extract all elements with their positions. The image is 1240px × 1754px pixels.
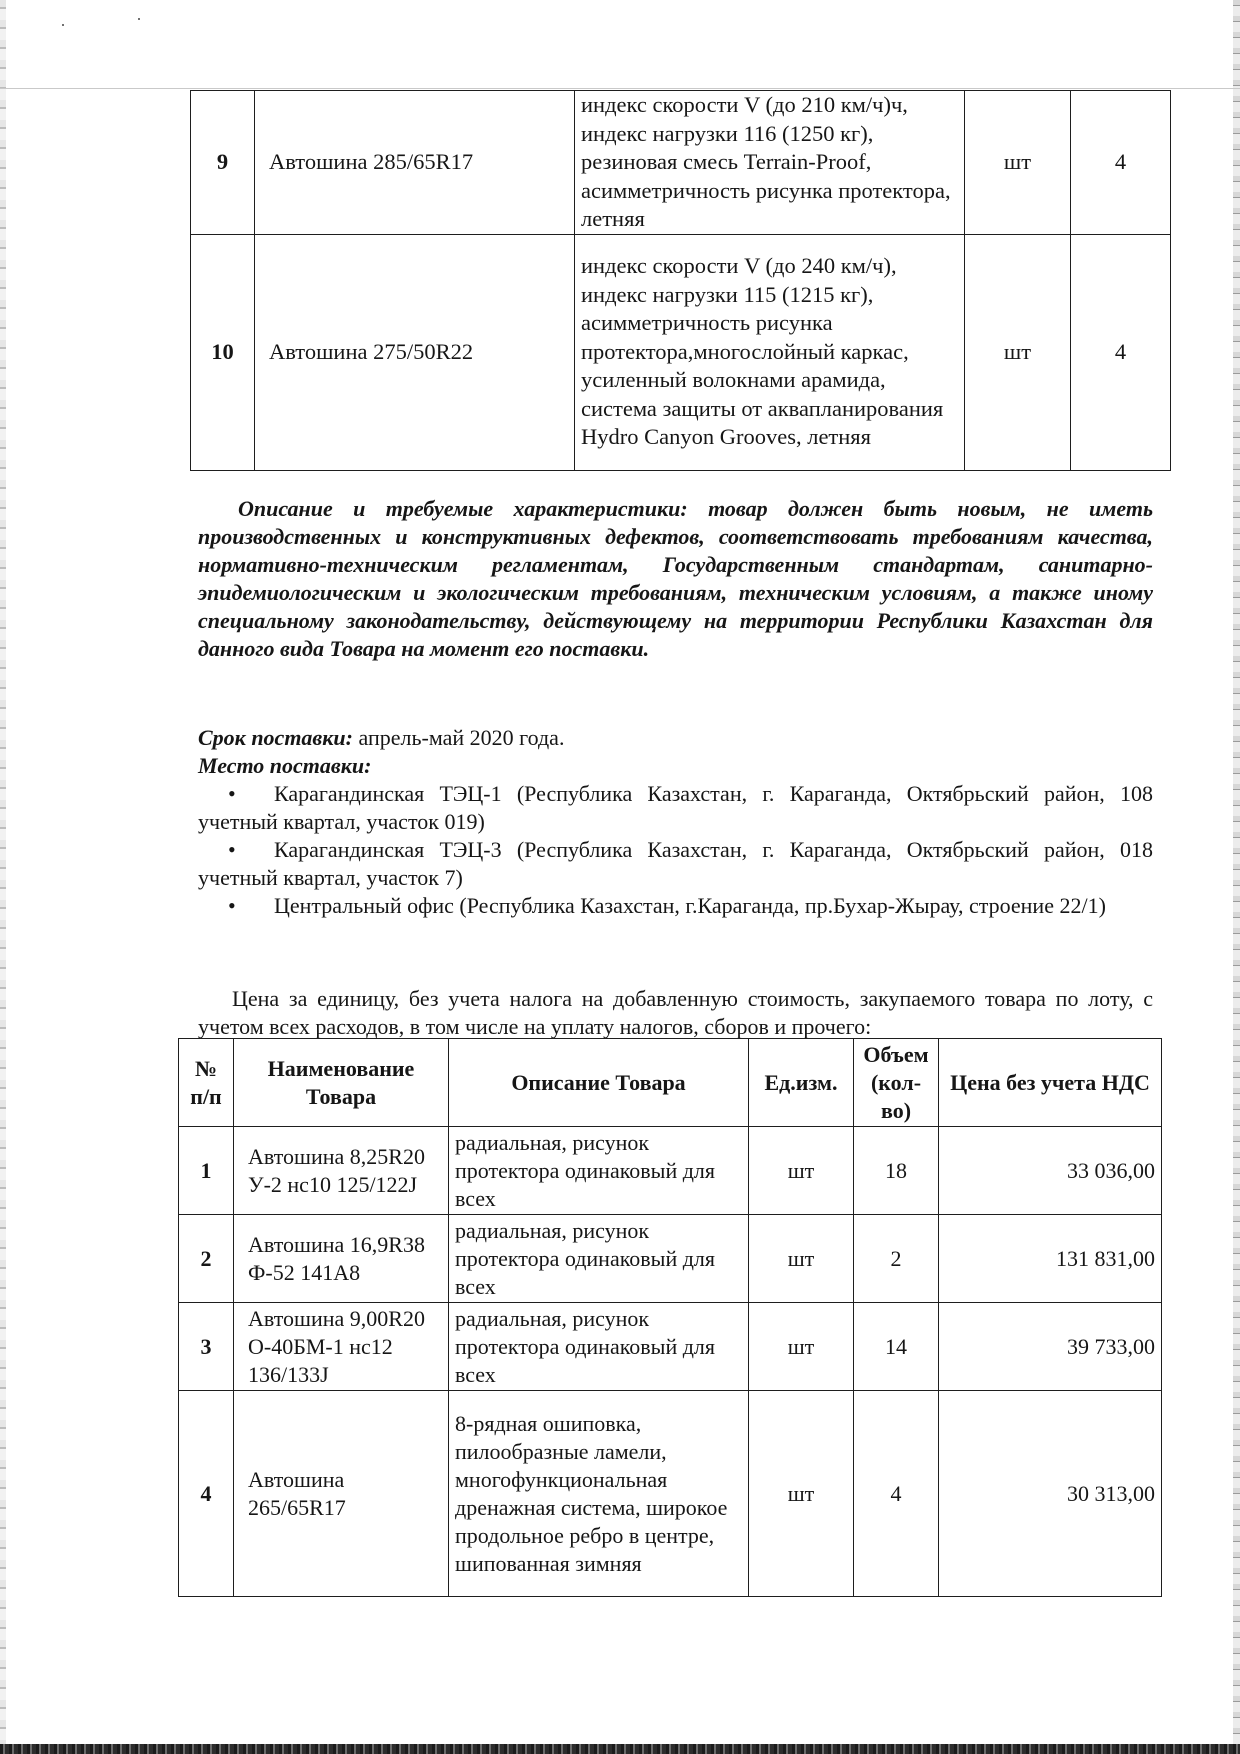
scan-edge-right [1233, 0, 1240, 1754]
header-quantity: Объем (кол-во) [854, 1039, 939, 1127]
price-intro-paragraph: Цена за единицу, без учета налога на добавленную стоимость, закупаемого товара по лоту, с учетом всех расходов, в том числе на уплату налогов, сборов и прочего: [198, 986, 1153, 1039]
item-description: индекс скорости V (до 240 км/ч), индекс нагрузки 115 (1215 кг), асимметричность рисунка протектора,многослойный каркас, усиленный волокнами арамида, система защиты от аквапланирования Hydro Canyon Grooves, летняя [575, 234, 965, 470]
table-row [179, 1127, 1162, 1215]
item-unit: шт [965, 234, 1071, 470]
table-row [179, 1215, 1162, 1303]
delivery-place: Карагандинская ТЭЦ-3 (Республика Казахстан, г. Караганда, Октябрьский район, 018 учетный квартал, участок 7) [198, 837, 1153, 890]
header-name: Наименование Товара [234, 1039, 449, 1127]
header-description: Описание Товара [449, 1039, 749, 1127]
item-name: Автошина 265/65R17 [234, 1391, 449, 1597]
item-quantity: 14 [854, 1303, 939, 1391]
row-number: 2 [179, 1215, 234, 1303]
item-unit: шт [965, 91, 1071, 235]
item-quantity: 18 [854, 1127, 939, 1215]
table-row [191, 234, 1171, 470]
delivery-place: Центральный офис (Республика Казахстан, г.Караганда, пр.Бухар-Жырау, строение 22/1) [274, 893, 1106, 918]
item-price: 131 831,00 [939, 1215, 1162, 1303]
delivery-place-label: Место поставки: [198, 753, 372, 778]
requirements-paragraph: Описание и требуемые характеристики: товар должен быть новым, не иметь производственных и конструктивных дефектов, соответствовать требованиям качества, нормативно-техническим регламентам, Государственным стандартам, санитарно-эпидемиологическим и экологическим требованиям, техническим условиям, а также иному специальному законодательству, действующему на территории Республики Казахстан для данного вида Товара на момент его поставки. [198, 496, 1153, 661]
item-description: радиальная, рисунок протектора одинаковый для всех [449, 1303, 749, 1391]
item-unit: шт [749, 1215, 854, 1303]
table-row [179, 1303, 1162, 1391]
scan-edge-left [0, 0, 6, 1754]
item-name: Автошина 16,9R38 Ф-52 141А8 [234, 1215, 449, 1303]
item-description: индекс скорости V (до 210 км/ч)ч, индекс нагрузки 116 (1250 кг), резиновая смесь Terrain-Proof, асимметричность рисунка протектора, летняя [575, 91, 965, 235]
bullet-icon: • [228, 781, 236, 806]
header-num: № п/п [179, 1039, 234, 1127]
item-name: Автошина 9,00R20 О-40БМ-1 нс12 136/133J [234, 1303, 449, 1391]
item-name: Автошина 285/65R17 [255, 91, 575, 235]
row-number: 1 [179, 1127, 234, 1215]
delivery-place: Карагандинская ТЭЦ-1 (Республика Казахстан, г. Караганда, Октябрьский район, 108 учетный квартал, участок 019) [198, 781, 1153, 834]
item-unit: шт [749, 1303, 854, 1391]
price-table [178, 1038, 1162, 1597]
item-quantity: 2 [854, 1215, 939, 1303]
list-item [198, 836, 1153, 892]
header-price: Цена без учета НДС [939, 1039, 1162, 1127]
table-row [191, 91, 1171, 235]
row-number: 10 [191, 234, 255, 470]
tire-spec-table-continued [190, 90, 1171, 471]
row-number: 9 [191, 91, 255, 235]
item-name: Автошина 8,25R20 У-2 нс10 125/122J [234, 1127, 449, 1215]
scan-edge-bottom [0, 1744, 1240, 1754]
row-number: 3 [179, 1303, 234, 1391]
scan-fold-line [0, 88, 1240, 89]
item-price: 33 036,00 [939, 1127, 1162, 1215]
item-unit: шт [749, 1127, 854, 1215]
delivery-term [198, 724, 1153, 752]
item-name: Автошина 275/50R22 [255, 234, 575, 470]
bullet-icon: • [228, 837, 236, 862]
delivery-term-value: апрель-май 2020 года. [352, 725, 565, 750]
scan-specks [62, 16, 152, 28]
delivery-term-label: Срок поставки: [198, 725, 353, 750]
table-header-row [179, 1039, 1162, 1127]
item-description: 8-рядная ошиповка, пилообразные ламели, многофункциональная дренажная система, широкое продольное ребро в центре, шипованная зимняя [449, 1391, 749, 1597]
bullet-icon: • [228, 893, 236, 918]
item-price: 30 313,00 [939, 1391, 1162, 1597]
delivery-place-list [198, 780, 1153, 920]
list-item [198, 780, 1153, 836]
item-quantity: 4 [854, 1391, 939, 1597]
list-item [198, 892, 1153, 920]
item-price: 39 733,00 [939, 1303, 1162, 1391]
item-quantity: 4 [1071, 91, 1171, 235]
item-quantity: 4 [1071, 234, 1171, 470]
row-number: 4 [179, 1391, 234, 1597]
item-description: радиальная, рисунок протектора одинаковый для всех [449, 1215, 749, 1303]
item-unit: шт [749, 1391, 854, 1597]
item-description: радиальная, рисунок протектора одинаковый для всех [449, 1127, 749, 1215]
header-unit: Ед.изм. [749, 1039, 854, 1127]
table-row [179, 1391, 1162, 1597]
